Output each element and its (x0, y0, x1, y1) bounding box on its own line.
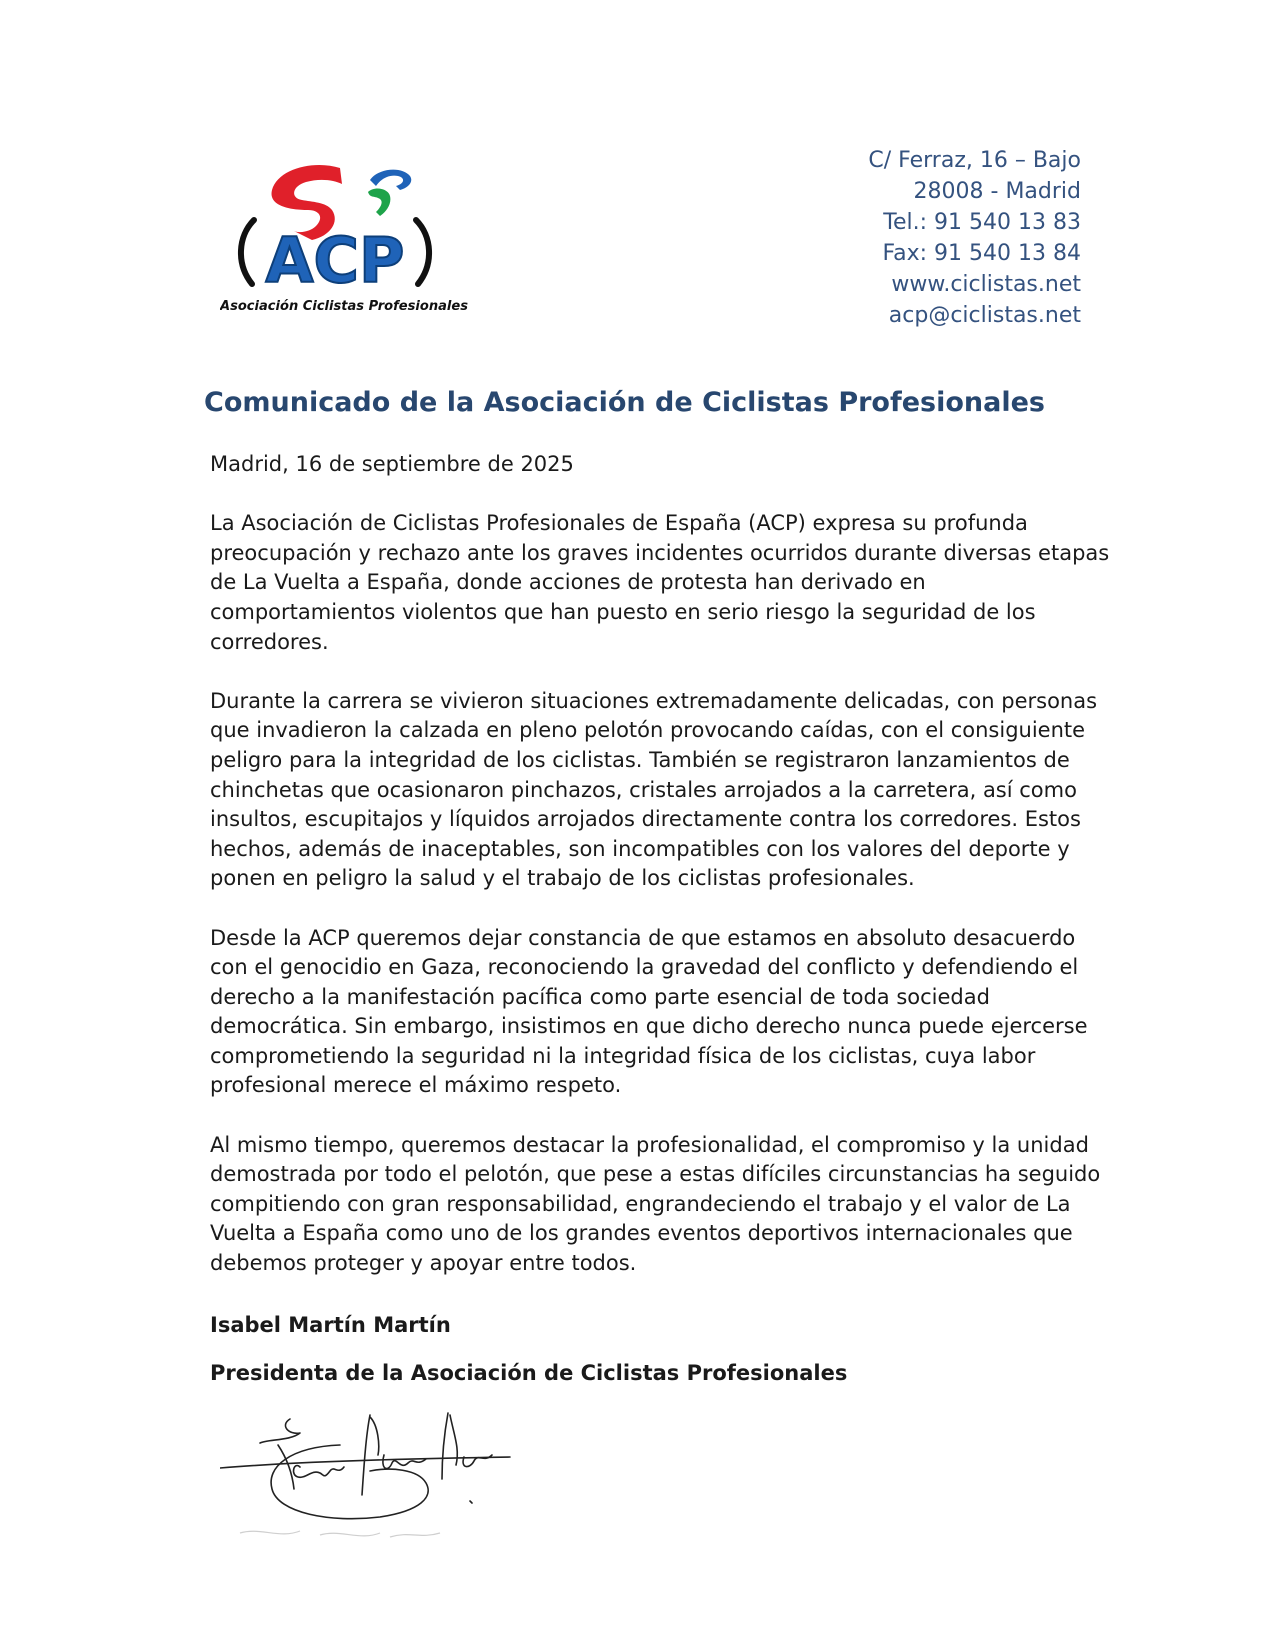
signature-surname-1 (362, 1415, 426, 1495)
contact-city: 28008 - Madrid (913, 179, 1081, 204)
contact-address: C/ Ferraz, 16 – Bajo (868, 148, 1081, 173)
signatory-role: Presidenta de la Asociación de Ciclistas Profesionales (210, 1361, 848, 1385)
letter-date: Madrid, 16 de septiembre de 2025 (210, 452, 574, 476)
signature-faint-stamp (240, 1531, 440, 1537)
letter-paragraph: Desde la ACP queremos dejar constancia de que estamos en absoluto desacuerdo con el genocidio en Gaza, reconociendo la gravedad del conflicto y defendiendo el derecho a la manifestación pacífica como parte esencial de toda sociedad democrática. Sin embargo, insistimos en que dicho derecho nunca puede ejercerse comprometiendo la seguridad ni la integridad física de los ciclistas, cuya labor profesional merece el máximo respeto. (210, 925, 1088, 1098)
contact-fax: Fax: 91 540 13 84 (882, 241, 1081, 266)
logo-right-arc (416, 220, 429, 284)
contact-website[interactable]: www.ciclistas.net (891, 272, 1081, 297)
signature-first-name (294, 1466, 344, 1478)
signature-loop (271, 1445, 428, 1519)
letter-title: Comunicado de la Asociación de Ciclistas Profesionales (204, 387, 1045, 418)
signatory-name: Isabel Martín Martín (210, 1313, 451, 1337)
acp-logo-graphic (220, 158, 490, 333)
contact-phone: Tel.: 91 540 13 83 (883, 210, 1081, 235)
logo-left-arc (241, 220, 254, 284)
logo-green-swoosh (368, 189, 390, 216)
signature-graphic (220, 1405, 520, 1565)
letter-paragraph: Al mismo tiempo, queremos destacar la profesionalidad, el compromiso y la unidad demostrada por todo el pelotón, que pese a estas difíciles circunstancias ha seguido compitiendo con gran responsabilidad, engrandeciendo el trabajo y el valor de La Vuelta a España como uno de los grandes eventos deportivos internacionales que debemos proteger y apoyar entre todos. (210, 1132, 1101, 1276)
contact-block (781, 145, 1081, 331)
handwritten-signature (220, 1405, 520, 1565)
logo-wordmark: ACP (265, 224, 405, 297)
letter-body (210, 450, 1110, 1308)
signature-dot (470, 1501, 472, 1503)
acp-logo (220, 158, 490, 333)
letter-paragraph: Durante la carrera se vivieron situaciones extremadamente delicadas, con personas que invadieron la calzada en pleno pelotón provocando caídas, con el consiguiente peligro para la integridad de los ciclistas. También se registraron lanzamientos de chinchetas que ocasionaron pinchazos, cristales arrojados a la carretera, así como insultos, escupitajos y líquidos arrojados directamente contra los corredores. Estos hechos, además de inaceptables, son incompatibles con los valores del deporte y ponen en peligro la salud y el trabajo de los ciclistas profesionales. (210, 688, 1098, 891)
logo-blue-swoosh (370, 170, 411, 190)
signature-surname-2 (442, 1413, 492, 1479)
logo-tagline: Asociación Ciclistas Profesionales (220, 299, 471, 314)
contact-email[interactable]: acp@ciclistas.net (888, 303, 1081, 328)
letter-paragraph: La Asociación de Ciclistas Profesionales de España (ACP) expresa su profunda preocupación y rechazo ante los graves incidentes ocurridos durante diversas etapas de La Vuelta a España, donde acciones de protesta han derivado en comportamientos violentos que han puesto en serio riesgo la seguridad de los corredores. (210, 511, 1110, 654)
